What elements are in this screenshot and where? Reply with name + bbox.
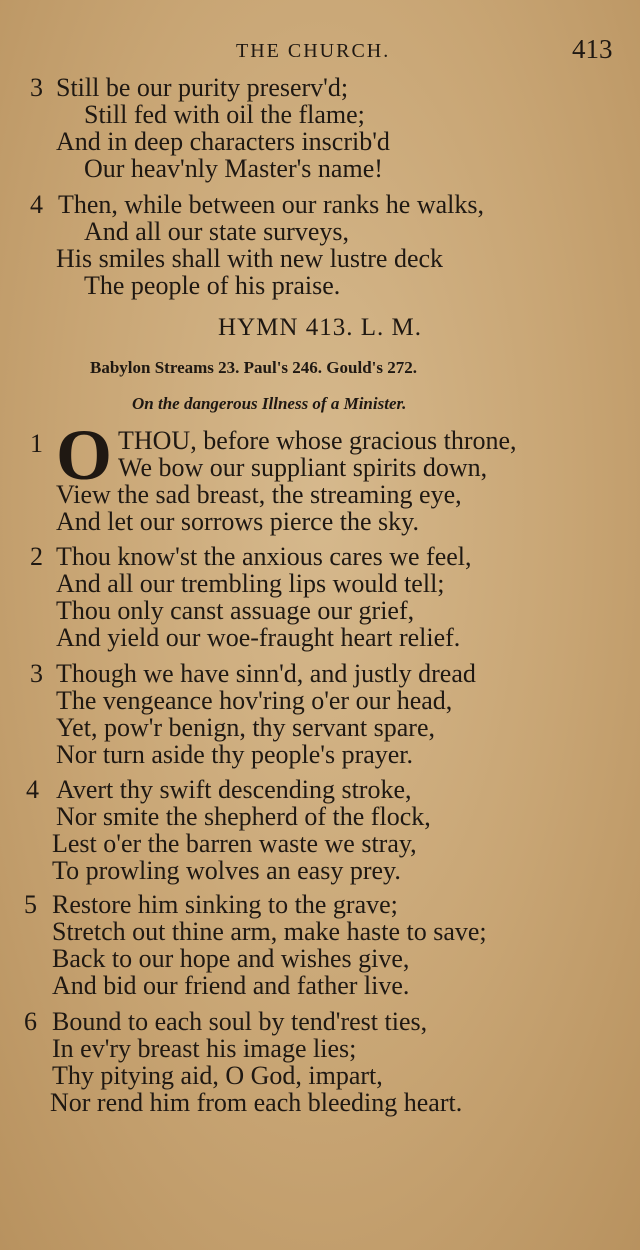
verse-line: Thou know'st the anxious cares we feel,	[56, 542, 472, 571]
running-head	[0, 34, 640, 74]
verse-line: Bound to each soul by tend'rest ties,	[52, 1007, 428, 1036]
verse-line: Still fed with oil the flame;	[84, 100, 365, 129]
stanza-number: 4	[30, 190, 43, 219]
stanza-number: 2	[30, 542, 43, 571]
verse-line: Restore him sinking to the grave;	[52, 890, 398, 919]
verse-line: His smiles shall with new lustre deck	[56, 244, 444, 273]
hymn-title: HYMN 413. L. M.	[218, 314, 422, 341]
verse-line: Avert thy swift descending stroke,	[56, 775, 412, 804]
verse-line: We bow our suppliant spirits down,	[118, 453, 488, 482]
verse-line: Stretch out thine arm, make haste to save;	[52, 917, 487, 946]
stanza-number: 3	[30, 659, 43, 688]
stanza-number: 5	[24, 890, 37, 919]
verse-line: Nor rend him from each bleeding heart.	[50, 1088, 463, 1117]
verse-line: And let our sorrows pierce the sky.	[56, 507, 419, 536]
verse-line: Lest o'er the barren waste we stray,	[52, 829, 417, 858]
stanza-number: 6	[24, 1007, 37, 1036]
verse-line: View the sad breast, the streaming eye,	[56, 480, 462, 509]
verse-line: To prowling wolves an easy prey.	[52, 856, 401, 885]
verse-line: Though we have sinn'd, and justly dread	[56, 659, 476, 688]
stanza-number: 1	[30, 429, 43, 458]
verse-line: Back to our hope and wishes give,	[52, 944, 410, 973]
verse-line: Then, while between our ranks he walks,	[58, 190, 484, 219]
tune-references: Babylon Streams 23. Paul's 246. Gould's 272.	[90, 358, 417, 377]
verse-line: Yet, pow'r benign, thy servant spare,	[56, 713, 435, 742]
verse-line: Nor turn aside thy people's prayer.	[56, 740, 414, 769]
drop-cap: O	[56, 415, 113, 495]
verse-line: Thy pitying aid, O God, impart,	[52, 1061, 383, 1090]
verse-line: Nor smite the shepherd of the flock,	[56, 802, 431, 831]
verse-line: In ev'ry breast his image lies;	[52, 1034, 357, 1063]
stanza-number: 3	[30, 73, 43, 102]
verse-line: Thou only canst assuage our grief,	[56, 596, 415, 625]
verse-line: And yield our woe-fraught heart relief.	[56, 623, 461, 652]
hymn-occasion: On the dangerous Illness of a Minister.	[132, 394, 407, 413]
verse-line: And all our trembling lips would tell;	[56, 569, 445, 598]
verse-line: And all our state surveys,	[84, 217, 350, 246]
verse-line: The vengeance hov'ring o'er our head,	[56, 686, 453, 715]
page-number: 413	[572, 34, 613, 64]
verse-line: The people of his praise.	[84, 271, 341, 300]
verse-line: Still be our purity preserv'd;	[56, 73, 349, 102]
running-title: THE CHURCH.	[236, 40, 391, 62]
verse-line: THOU, before whose gracious throne,	[118, 426, 517, 455]
verse-line: And in deep characters inscrib'd	[56, 127, 390, 156]
stanza-number: 4	[26, 775, 39, 804]
verse-line: Our heav'nly Master's name!	[84, 154, 383, 183]
verse-line: And bid our friend and father live.	[52, 971, 410, 1000]
